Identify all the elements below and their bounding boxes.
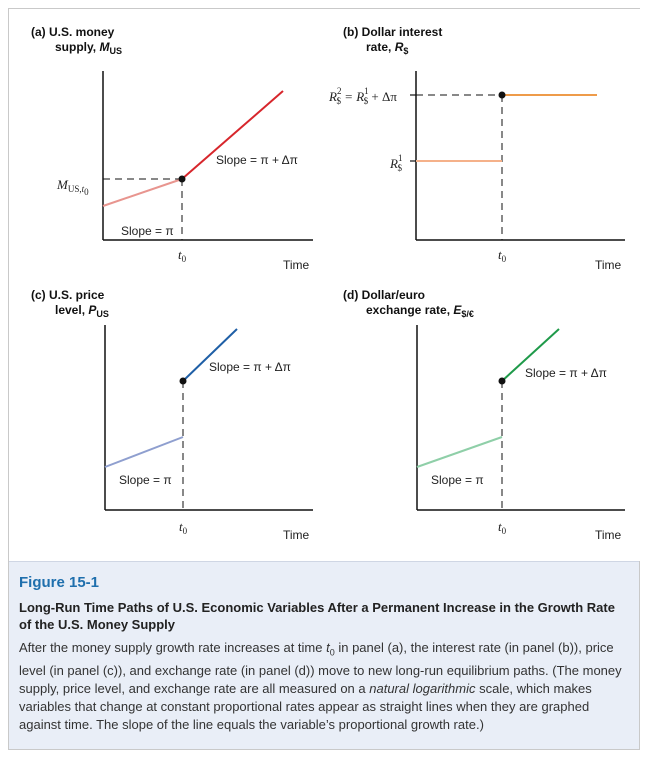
panel-d-tick-t0: $t_0$ [498, 519, 507, 536]
panel-c-path-before [105, 437, 183, 467]
panel-a-title-line1: (a) U.S. money [31, 25, 115, 39]
caption-box [9, 561, 639, 749]
panel-b-label-old-rate: $R^1$ $ [390, 153, 403, 173]
panel-b-title-line1: (b) Dollar interest [343, 25, 443, 39]
panel-a-path-before [103, 179, 182, 206]
panel-c-break-point [180, 378, 187, 385]
panel-d-x-label: Time [595, 528, 622, 542]
panel-c-slope-after-label: Slope = π + Δπ [209, 360, 291, 374]
panel-a-slope-after-label: Slope = π + Δπ [216, 153, 298, 167]
panel-c-title-line2: level, $P_{US}$ [55, 303, 109, 319]
figure-title: Long-Run Time Paths of U.S. Economic Variables After a Permanent Increase in the Growth Rate of the U.S. Money Supply [19, 600, 615, 632]
panel-c [31, 288, 313, 542]
panel-b [328, 25, 625, 272]
panel-d-slope-after-label: Slope = π + Δπ [525, 366, 607, 380]
figure-number: Figure 15-1 [19, 574, 100, 591]
panel-b-title-line2: rate, $R_{\$}$ [366, 40, 409, 56]
panel-a-slope-before-label: Slope = π [121, 224, 174, 238]
panel-a-x-label: Time [283, 258, 310, 272]
panel-b-label-new-rate: $R^2$ $ = $R^1$ $ + Δπ [329, 86, 397, 106]
panel-c-title-line1: (c) U.S. price [31, 288, 105, 302]
panel-a [31, 25, 313, 272]
panel-c-tick-t0: $t_0$ [179, 519, 188, 536]
figure-panels [9, 9, 641, 561]
figure-caption-body: After the money supply growth rate increases at time $t_0$ in panel (a), the interest rate (in panel (b)), price level (in panel (c)), and exchange rate (in panel (d)) move to new long-run equilibrium paths. (The money supply, price level, and exchange rate are all measured on a natural logarithmic scale, which makes variables that change at constant proportional rates appear as straight lines when they are graphed against time. The slope of the line equals the variable’s proportional growth rate.) [19, 640, 622, 732]
panel-d-title-line1: (d) Dollar/euro [343, 288, 426, 302]
panel-d-slope-before-label: Slope = π [431, 473, 484, 487]
panel-a-title-line2: supply, $M_{US}$ [55, 40, 122, 56]
panel-b-tick-t0: $t_0$ [498, 247, 507, 264]
panel-a-y-label: $M_{US,}t_0$ [57, 177, 89, 197]
panel-d-title-line2: exchange rate, $E_{\$/€}$ [366, 303, 474, 319]
panel-b-break-point [499, 92, 506, 99]
panel-a-break-point [179, 176, 186, 183]
panel-d [343, 288, 625, 542]
panels-svg [9, 9, 641, 561]
panel-a-tick-t0: $t_0$ [178, 247, 187, 264]
panel-d-path-before [417, 437, 502, 467]
panel-c-slope-before-label: Slope = π [119, 473, 172, 487]
panel-c-x-label: Time [283, 528, 310, 542]
panel-b-x-label: Time [595, 258, 622, 272]
figure [8, 8, 640, 750]
panel-d-break-point [499, 378, 506, 385]
